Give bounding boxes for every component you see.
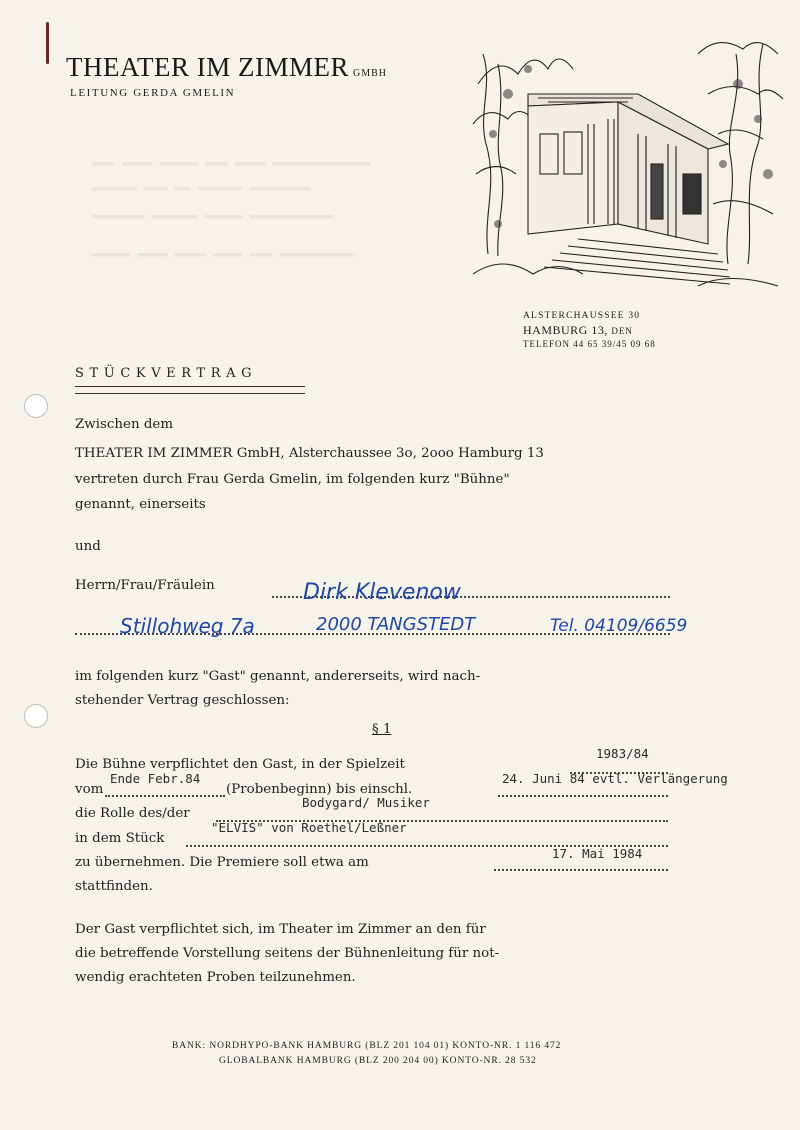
p2-line1: Der Gast verpflichtet sich, im Theater im Zimmer an den für [75, 922, 486, 937]
filled-bis: 24. Juni 84 evtl. Verlängerung [502, 771, 728, 786]
company-gmbh: GMBH [352, 68, 387, 79]
party1-line3: genannt, einerseits [75, 497, 206, 512]
s1-line1: Die Bühne verpflichtet den Gast, in der Spielzeit [75, 757, 405, 772]
filled-spielzeit: 1983/84 [596, 746, 649, 761]
address-telefon: TELEFON 44 65 39/45 09 68 [523, 339, 656, 349]
s1-stueck: in dem Stück [75, 831, 165, 846]
filled-vom: Ende Febr.84 [110, 771, 201, 786]
address-city-text: HAMBURG 13, [523, 323, 608, 337]
theater-building-illustration [468, 24, 786, 306]
party1-line1: THEATER IM ZIMMER GmbH, Alsterchaussee 3o, 2ooo Hamburg 13 [75, 446, 544, 461]
s1-vom: vom [75, 782, 104, 797]
pen-mark [46, 22, 49, 64]
s1-premiere: zu übernehmen. Die Premiere soll etwa am [75, 855, 369, 870]
s1-stattfinden: stattfinden. [75, 879, 153, 894]
filled-premiere: 17. Mai 1984 [552, 846, 643, 861]
handwritten-street: Stillohweg 7a [120, 614, 255, 638]
herrn-label: Herrn/Frau/Fräulein [75, 578, 215, 593]
company-name: THEATER IM ZIMMER [66, 52, 349, 82]
handwritten-city: 2000 TANGSTEDT [316, 614, 476, 635]
punch-hole-bottom [24, 704, 48, 728]
between-text: Zwischen dem [75, 417, 174, 432]
guest-line2: stehender Vertrag geschlossen: [75, 693, 290, 708]
punch-hole-top [24, 394, 48, 418]
contract-title: STÜCKVERTRAG [75, 366, 258, 381]
footer-bank2: GLOBALBANK HAMBURG (BLZ 200 204 00) KONTO-NR. 28 532 [219, 1056, 537, 1066]
s1-probenbeginn: (Probenbeginn) bis einschl. [226, 782, 413, 797]
letterhead-company [66, 52, 387, 83]
address-den: DEN [611, 326, 633, 336]
show-through-text: ▬▬▬▬▬▬ ▬▬▬ ▬▬ ▬▬▬▬▬▬ ▬▬▬▬▬▬▬▬ [92, 180, 311, 195]
section-heading: § 1 [372, 722, 392, 737]
handwritten-phone: Tel. 04109/6659 [550, 616, 688, 636]
p2-line2: die betreffende Vorstellung seitens der Bühnenleitung für not- [75, 946, 500, 961]
premiere-dotted-line [494, 869, 668, 871]
handwritten-name: Dirk Klevenow [303, 580, 461, 605]
filled-stueck: "ELVIS" von Roethel/Leßner [211, 820, 407, 835]
footer-bank1: BANK: NORDHYPO-BANK HAMBURG (BLZ 201 104 01) KONTO-NR. 1 116 472 [172, 1041, 562, 1051]
s1-rolle: die Rolle des/der [75, 806, 190, 821]
p2-line3: wendig erachteten Proben teilzunehmen. [75, 970, 356, 985]
party1-line2: vertreten durch Frau Gerda Gmelin, im folgenden kurz "Bühne" [75, 472, 510, 487]
show-through-text: ▬▬▬▬▬ ▬▬▬▬ ▬▬▬▬ ▬▬▬▬ ▬▬▬ ▬▬▬▬▬▬▬▬▬▬ [92, 246, 356, 261]
show-through-text: ▬▬▬ ▬▬▬▬ ▬▬▬▬▬ ▬▬▬ ▬▬▬▬ ▬▬▬▬▬▬▬▬▬▬▬▬▬ [92, 155, 371, 170]
und-text: und [75, 539, 101, 554]
contract-title-underline [75, 386, 305, 394]
letterhead-subline: LEITUNG GERDA GMELIN [70, 87, 236, 99]
guest-line1: im folgenden kurz "Gast" genannt, andererseits, wird nach- [75, 669, 481, 684]
address-street: ALSTERCHAUSSEE 30 [523, 311, 641, 321]
vom-dotted-line [105, 795, 225, 797]
bis-dotted-line [498, 795, 668, 797]
show-through-text: ▬▬▬▬▬▬▬ ▬▬▬▬▬▬ ▬▬▬▬▬ ▬▬▬▬▬▬▬▬▬▬▬ [92, 208, 333, 223]
address-city [523, 323, 633, 338]
filled-rolle: Bodygard/ Musiker [302, 795, 430, 810]
